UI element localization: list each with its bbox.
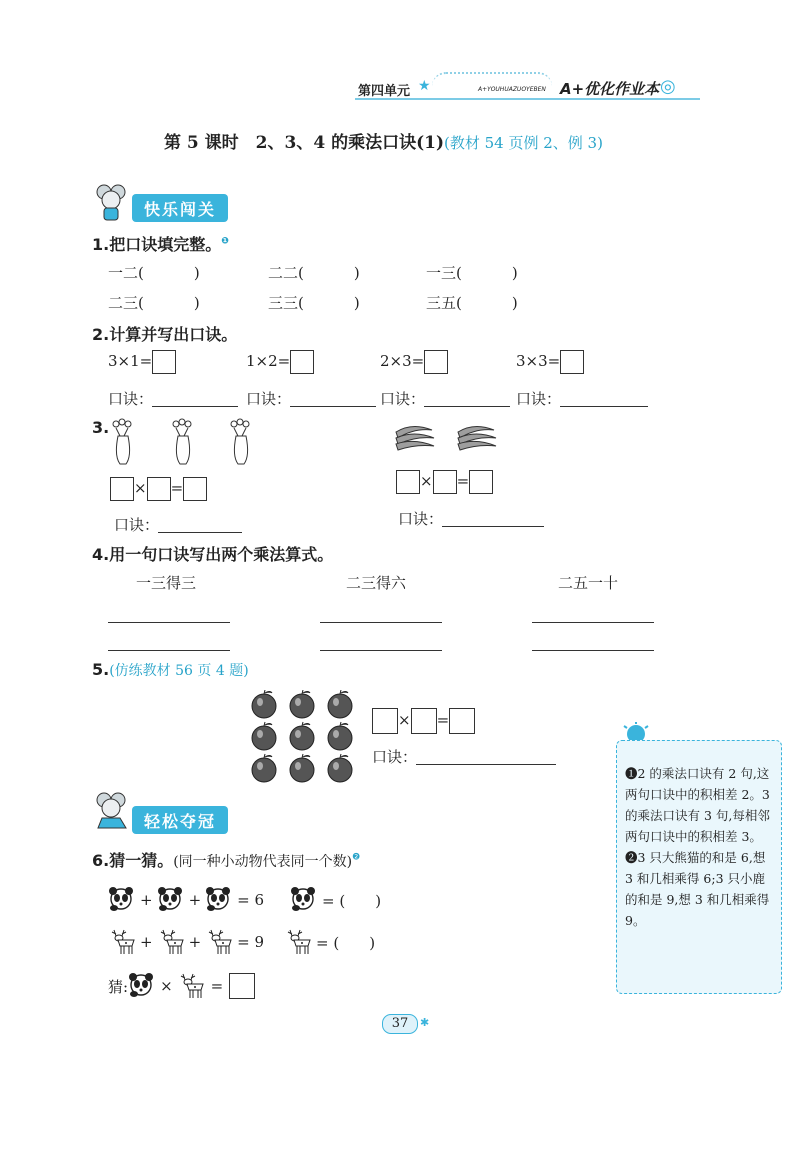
mouse-mascot-icon [92,182,132,222]
tip-2: ❷3 只大熊猫的和是 6,想 3 和几相乘得 6;3 只小鹿的和是 9,想 3 和几相乘得 9。 [625,850,770,928]
q5-title: 5.(仿练教材 56 页 4 题) [92,660,249,679]
deer-icon [205,928,233,956]
note-marker-1: ❶ [221,236,229,247]
panda-icon [205,886,233,914]
star-icon: ✱ [420,1016,430,1029]
answer-box[interactable] [396,470,420,494]
page-title [164,128,603,153]
answer-line[interactable] [290,406,376,407]
q5-textbook-ref: (仿练教材 56 页 4 题) [109,663,249,679]
deer-icon [108,928,136,956]
q6-deer-row: + + = 9 = ( ) [108,928,375,956]
q3a-equation: × = [110,477,207,501]
brand-logo: A+优化作业本 [560,80,660,98]
answer-box[interactable] [449,708,475,734]
header-rule [355,98,700,100]
q1-item: 二二( ) [268,264,360,282]
q6-title: 6.猜一猜。(同一种小动物代表同一个数)$^❷$ [92,851,361,870]
swirl-icon: ◎ [660,76,676,97]
deer-icon [157,928,185,956]
answer-box[interactable] [290,350,314,374]
q5-equation: × = [372,708,475,734]
note-marker-2: ❷ [352,852,361,863]
answer-line[interactable] [152,406,238,407]
panda-icon [290,886,318,914]
q4-rhyme: 一三得三 [136,574,197,592]
answer-line[interactable] [442,526,544,527]
answer-box[interactable] [469,470,493,494]
banana-bunch-icon [392,418,502,462]
q2-label: 口诀： [516,390,562,408]
q6-panda-row: + + = 6 = ( ) [108,886,381,914]
q2-expr: 3×1= [108,350,176,374]
lesson-title: 第 5 课时 2、3、4 的乘法口诀(1) [164,133,444,153]
deer-icon [177,972,205,1000]
apples-grid-icon [248,690,358,788]
q2-expr: 2×3= [380,350,448,374]
answer-line[interactable] [560,406,648,407]
q1-item: 一二( ) [108,264,200,282]
textbook-ref: (教材 54 页例 2、例 3) [444,134,603,152]
section-badge-1: 快乐闯关 [132,194,228,222]
answer-box[interactable] [147,477,171,501]
q2-label: 口诀： [380,390,426,408]
q2-expr: 3×3= [516,350,584,374]
answer-line[interactable] [532,650,654,651]
q2-expr: 1×2= [246,350,314,374]
q2-label: 口诀： [246,390,292,408]
answer-line[interactable] [532,622,654,623]
answer-box[interactable] [152,350,176,374]
answer-line[interactable] [320,650,442,651]
answer-box[interactable] [183,477,207,501]
page-number: 37 [382,1014,418,1034]
answer-box[interactable] [433,470,457,494]
q4-rhyme: 二三得六 [346,574,407,592]
answer-box[interactable] [229,973,255,999]
q2-label: 口诀： [108,390,154,408]
q3b-label: 口诀： [398,510,444,528]
panda-icon [157,886,185,914]
mouse-mascot-icon [92,790,132,830]
header-dotted-arc [432,72,552,86]
answer-line[interactable] [108,622,230,623]
q4-title: 4.用一句口诀写出两个乘法算式。 [92,545,334,564]
q3b-equation: × = [396,470,493,494]
panda-icon [108,886,136,914]
q3-number: 3. [92,418,110,437]
q1-title: 1.把口诀填完整。$^❶$ [92,235,229,254]
answer-box[interactable] [424,350,448,374]
vase-flowers-icon [110,416,260,472]
answer-line[interactable] [108,650,230,651]
panda-answer[interactable]: = ( ) [322,891,382,910]
q1-item: 三三( ) [268,294,360,312]
q1-item: 二三( ) [108,294,200,312]
answer-line[interactable] [424,406,510,407]
answer-box[interactable] [110,477,134,501]
answer-box[interactable] [560,350,584,374]
section-badge-2: 轻松夺冠 [132,806,228,834]
deer-answer[interactable]: = ( ) [316,933,376,952]
star-icon: ★ [418,78,431,94]
q3a-label: 口诀： [114,516,160,534]
tips-box [616,740,782,994]
q1-item: 三五( ) [426,294,518,312]
answer-box[interactable] [411,708,437,734]
unit-label: 第四单元 [358,84,411,99]
answer-box[interactable] [372,708,398,734]
deer-icon [284,928,312,956]
q1-item: 一三( ) [426,264,518,282]
q5-label: 口诀： [372,748,418,766]
answer-line[interactable] [320,622,442,623]
answer-line[interactable] [158,532,242,533]
answer-line[interactable] [416,764,556,765]
q2-title: 2.计算并写出口诀。 [92,325,238,344]
q4-rhyme: 二五一十 [558,574,619,592]
q6-guess-row: 猜: × = [108,972,255,1000]
brand-pinyin: A+YOUHUAZUOYEBEN [478,86,546,93]
tip-1: ❶2 的乘法口诀有 2 句,这两句口诀中的积相差 2。3 的乘法口诀有 3 句,每相邻两句口诀中的积相差 3。 [625,766,770,844]
panda-icon [128,972,156,1000]
